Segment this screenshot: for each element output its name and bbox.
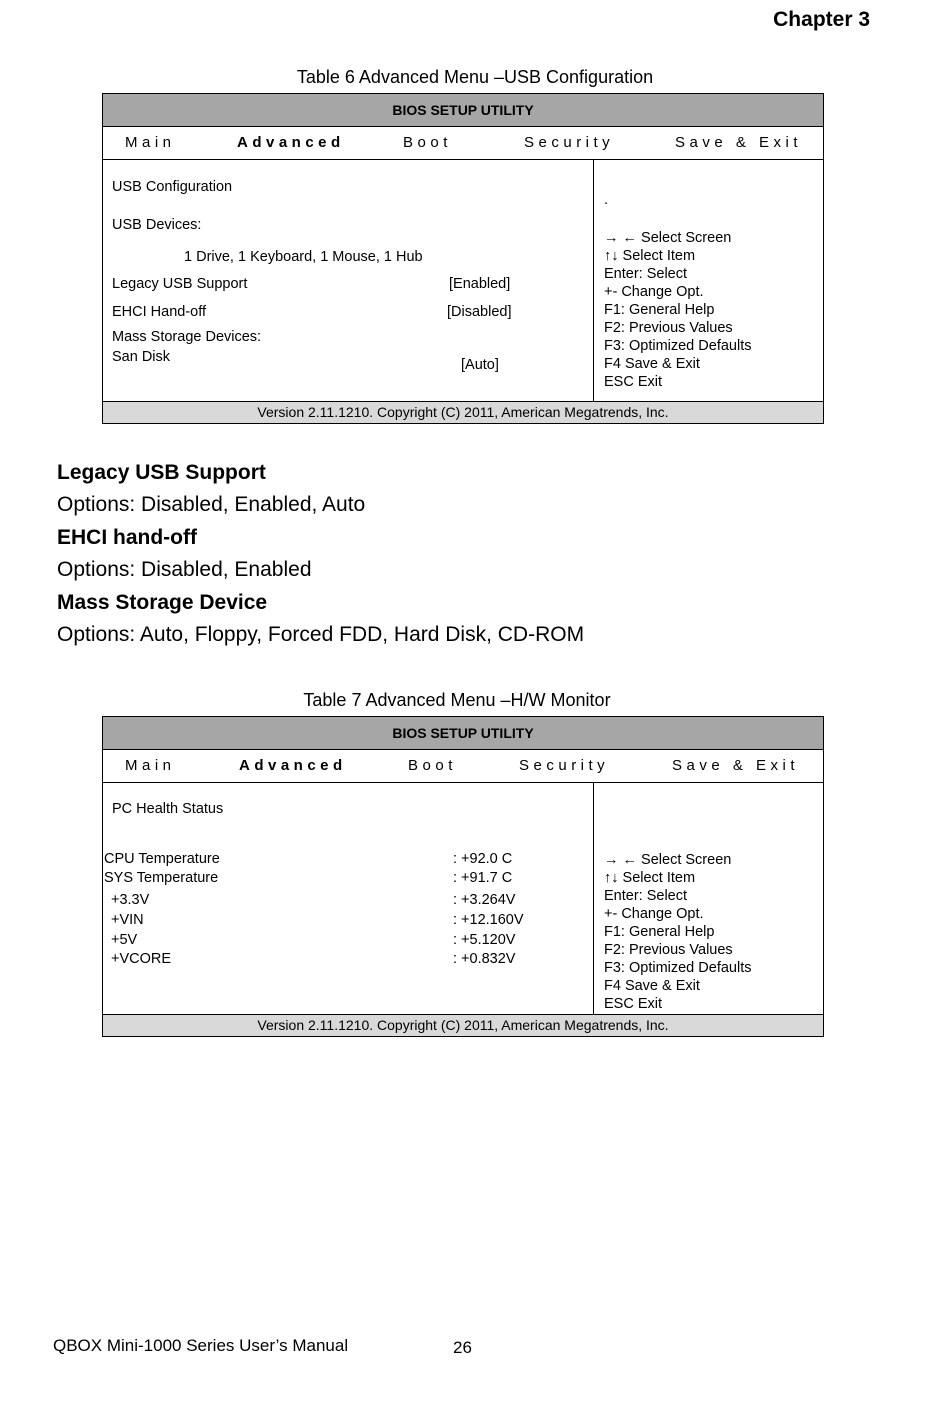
help-line: F2: Previous Values bbox=[604, 320, 733, 336]
help-line: F4 Save & Exit bbox=[604, 356, 700, 372]
help-line: F1: General Help bbox=[604, 302, 715, 318]
voltage-vin-label: +VIN bbox=[111, 912, 144, 928]
menu-save-exit[interactable]: Save & Exit bbox=[675, 134, 803, 151]
ehci-handoff-heading: EHCI hand-off bbox=[57, 526, 197, 549]
menu-save-exit[interactable]: Save & Exit bbox=[672, 757, 800, 774]
san-disk-value[interactable]: [Auto] bbox=[461, 357, 499, 373]
help-line: ↑↓ Select Item bbox=[604, 870, 696, 886]
table6-bios-screen bbox=[102, 93, 824, 424]
help-line: F3: Optimized Defaults bbox=[604, 960, 752, 976]
section-title: PC Health Status bbox=[112, 801, 224, 817]
menu-security[interactable]: Security bbox=[524, 134, 615, 151]
help-line: Enter: Select bbox=[604, 266, 688, 282]
page-number: 26 bbox=[453, 1338, 472, 1357]
cpu-temperature-label: CPU Temperature bbox=[104, 851, 220, 867]
bios-body bbox=[103, 783, 823, 1014]
help-line: → ← Select Screen bbox=[604, 852, 732, 868]
legacy-usb-value[interactable]: [Enabled] bbox=[449, 276, 511, 292]
help-line: ESC Exit bbox=[604, 996, 663, 1012]
voltage-vcore-value: : +0.832V bbox=[453, 951, 516, 967]
menu-boot[interactable]: Boot bbox=[403, 134, 452, 151]
manual-title: QBOX Mini-1000 Series User’s Manual bbox=[53, 1336, 349, 1355]
help-line: ESC Exit bbox=[604, 374, 663, 390]
table7-caption: Table 7 Advanced Menu –H/W Monitor bbox=[303, 690, 611, 710]
bios-menu-bar bbox=[103, 750, 823, 783]
help-line: → ← Select Screen bbox=[604, 230, 732, 246]
help-panel bbox=[594, 160, 823, 401]
ehci-handoff-value[interactable]: [Disabled] bbox=[447, 304, 512, 320]
mass-storage-options: Options: Auto, Floppy, Forced FDD, Hard Disk, CD-ROM bbox=[57, 623, 585, 646]
help-line: F3: Optimized Defaults bbox=[604, 338, 752, 354]
usb-devices-label: USB Devices: bbox=[112, 217, 202, 233]
menu-main[interactable]: Main bbox=[125, 134, 176, 151]
bios-body bbox=[103, 160, 823, 401]
help-panel bbox=[594, 783, 823, 1014]
help-dot: . bbox=[604, 192, 609, 208]
mass-storage-heading: Mass Storage Device bbox=[57, 591, 268, 614]
settings-panel bbox=[103, 160, 594, 401]
menu-advanced[interactable]: Advanced bbox=[239, 757, 347, 774]
section-title: USB Configuration bbox=[112, 179, 233, 195]
settings-panel bbox=[103, 783, 594, 1014]
menu-security[interactable]: Security bbox=[519, 757, 610, 774]
voltage-vcore-label: +VCORE bbox=[111, 951, 172, 967]
menu-boot[interactable]: Boot bbox=[408, 757, 457, 774]
ehci-handoff-options: Options: Disabled, Enabled bbox=[57, 558, 312, 581]
legacy-usb-options: Options: Disabled, Enabled, Auto bbox=[57, 493, 366, 516]
usb-devices-value: 1 Drive, 1 Keyboard, 1 Mouse, 1 Hub bbox=[184, 249, 423, 265]
bios-footer: Version 2.11.1210. Copyright (C) 2011, American Megatrends, Inc. bbox=[103, 401, 823, 423]
sys-temperature-label: SYS Temperature bbox=[104, 870, 219, 886]
table6-caption: Table 6 Advanced Menu –USB Configuration bbox=[296, 67, 654, 87]
bios-title: BIOS SETUP UTILITY bbox=[103, 717, 823, 750]
bios-menu-bar bbox=[103, 127, 823, 160]
help-line: F1: General Help bbox=[604, 924, 715, 940]
help-line: F4 Save & Exit bbox=[604, 978, 700, 994]
bios-footer: Version 2.11.1210. Copyright (C) 2011, American Megatrends, Inc. bbox=[103, 1014, 823, 1036]
help-keys bbox=[604, 851, 751, 1013]
voltage-5v-value: : +5.120V bbox=[453, 932, 516, 948]
help-line: Enter: Select bbox=[604, 888, 688, 904]
menu-main[interactable]: Main bbox=[125, 757, 176, 774]
cpu-temperature-value: : +92.0 C bbox=[453, 851, 513, 867]
ehci-handoff-label[interactable]: EHCI Hand-off bbox=[112, 304, 207, 320]
san-disk-label[interactable]: San Disk bbox=[112, 349, 171, 365]
legacy-usb-label[interactable]: Legacy USB Support bbox=[112, 276, 248, 292]
voltage-5v-label: +5V bbox=[111, 932, 138, 948]
table7-bios-screen bbox=[102, 716, 824, 1037]
voltage-vin-value: : +12.160V bbox=[453, 912, 524, 928]
help-keys bbox=[604, 229, 751, 391]
voltage-3v3-label: +3.3V bbox=[111, 892, 150, 908]
legacy-usb-heading: Legacy USB Support bbox=[57, 461, 266, 484]
help-line: +- Change Opt. bbox=[604, 906, 704, 922]
chapter-heading: Chapter 3 bbox=[773, 8, 870, 31]
sys-temperature-value: : +91.7 C bbox=[453, 870, 513, 886]
help-line: F2: Previous Values bbox=[604, 942, 733, 958]
bios-title: BIOS SETUP UTILITY bbox=[103, 94, 823, 127]
help-line: +- Change Opt. bbox=[604, 284, 704, 300]
help-line: ↑↓ Select Item bbox=[604, 248, 696, 264]
voltage-3v3-value: : +3.264V bbox=[453, 892, 516, 908]
menu-advanced[interactable]: Advanced bbox=[237, 134, 345, 151]
mass-storage-label: Mass Storage Devices: bbox=[112, 329, 262, 345]
